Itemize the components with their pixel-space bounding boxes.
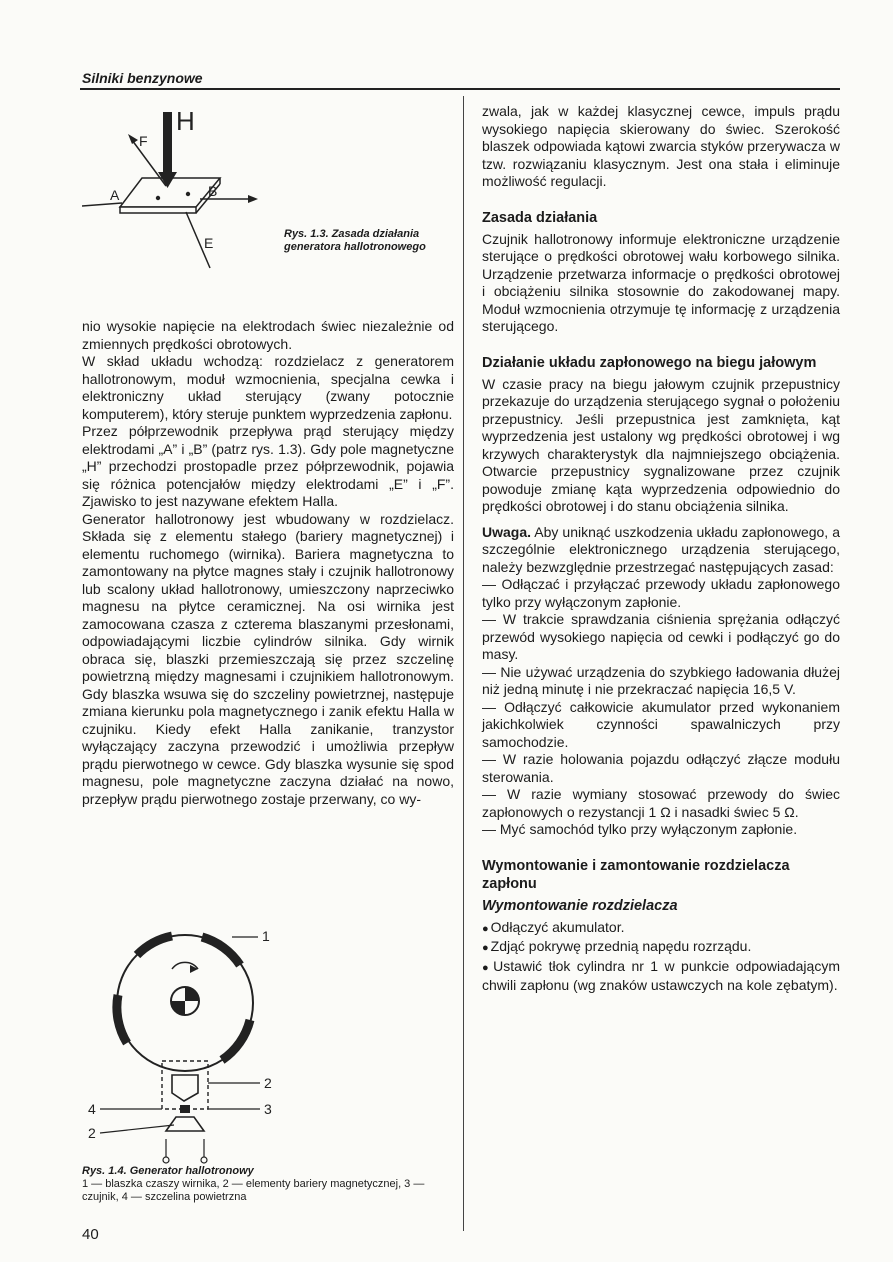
bullet-item: ● Odłączyć akumulator. <box>482 919 840 939</box>
warning-lead: Uwaga. <box>482 523 532 540</box>
label-a: A <box>110 187 120 203</box>
label-1: 1 <box>262 928 270 944</box>
left-column <box>82 318 454 808</box>
paragraph: Generator hallotronowy jest wbudowany w rozdzielacz. Składa się z elementu stałego (bariery magnetycznej) i elementu ruchomego (wirnika). Bariera magnetyczna to zamontowany na płytce magnes stały i czujnik hallotronowy lub scalony układ hallotronowy, umieszczony naprzeciwko magnesu na płytce ceramicznej. Na osi wirnika jest zamocowana czasza z czterema blaszanymi przesłonami, odpowiadającymi liczbie cylindrów silnika. Gdy wirnik obraca się, blaszki przemieszczają się przez szczelinę powietrzną między magnesami i czujnikiem hallotronowym. Gdy blaszka wsuwa się do szczeliny powietrznej, następuje zmiana kierunku pola magnetycznego i zanik efektu Halla w czujniku. Kiedy efekt Halla zanikanie, tranzystor wyłączający zaczyna przewodzić i umożliwia przepływ prądu pierwotnego w cewce. Gdy blaszka wysunie się spod magnesu, pole magnetyczne zaczyna działać na nowo, przepływ prądu pierwotnego zostaje przerwany, co wy- <box>82 510 454 807</box>
paragraph: W skład układu wchodzą: rozdzielacz z generatorem hallotronowym, moduł wzmocnienia, specjalna cewka i elektroniczny układ sterujący (zwany potocznie komputerem), który steruje punktem wyprzedzenia zapłonu. <box>82 353 454 422</box>
paragraph: Przez półprzewodnik przepływa prąd sterujący między elektrodami „A” i „B” (patrz rys. 1.3). Gdy pole magnetyczne „H” przechodzi prostopadle przez półprzewodnik, pojawia się różnica potencjałów między elektrodami „E” i „F”. Zjawisko to jest nazywane efektem Halla. <box>82 423 454 509</box>
label-b: B <box>208 183 218 199</box>
label-f: F <box>139 133 148 149</box>
dash-item: — W razie holowania pojazdu odłączyć złącze modułu sterowania. <box>482 751 840 785</box>
right-column <box>482 103 840 995</box>
dash-item: — Nie używać urządzenia do szybkiego ładowania dłużej niż jedną minutę i nie przekraczać napięcia 16,5 V. <box>482 663 840 697</box>
label-4: 4 <box>88 1101 96 1117</box>
header-rule <box>80 88 840 90</box>
axis-a-line <box>82 203 122 206</box>
dash-item: — Odłączyć całkowicie akumulator przed wykonaniem jakichkolwiek czynności spawalniczych przy samochodzie. <box>482 698 840 750</box>
caption-text: 1 — blaszka czaszy wirnika, 2 — elementy bariery magnetycznej, 3 — czujnik, 4 — szczelina powietrzna <box>82 1178 425 1203</box>
label-h: H <box>176 106 195 136</box>
dash-item: — W trakcie sprawdzania ciśnienia sprężania odłączyć przewód wysokiego napięcia od cewki i podłączyć go do masy. <box>482 611 840 662</box>
paragraph: Czujnik hallotronowy informuje elektroniczne urządzenie sterujące o prędkości obrotowej wału korbowego silnika. Urządzenie przetwarza informacje o prędkości obrotowej i obciążeniu silnika stosownie do zakodowanej mapy. Moduł wzmocnienia otrzymuje tę informację z urządzenia sterującego. <box>482 230 840 334</box>
figure-1-4-caption <box>82 1165 442 1204</box>
figure-1-3-caption: Rys. 1.3. Zasada działania generatora hallotronowego <box>284 228 426 253</box>
figure-1-3-hall-principle <box>82 100 282 280</box>
dash-item: — Myć samochód tylko przy wyłączonym zapłonie. <box>482 821 798 837</box>
label-3: 3 <box>264 1101 272 1117</box>
bullet-item: ● Ustawić tłok cylindra nr 1 w punkcie odpowiadającym chwili zapłonu (wg znaków ustawczych na kole zębatym). <box>482 958 840 995</box>
magnetic-field-arrow <box>163 112 172 174</box>
dash-item: — Odłączać i przyłączać przewody układu zapłonowego tylko przy wyłączonym zapłonie. <box>482 576 840 610</box>
subsection-heading: Wymontowanie rozdzielacza <box>482 897 678 914</box>
paragraph: W czasie pracy na biegu jałowym czujnik przepustnicy przekazuje do urządzenia sterującego sygnał o położeniu przepustnicy. Jeśli przepustnica jest zamknięta, kąt wyprzedzenia jest ustalony wg prędkości obrotowej i wg krzywych charakterystyk dla najmniejszego obciążenia. Otwarcie przepustnicy sygnalizowane przez czujnik powoduje zmianę kąta wyprzedzenia odpowiednio do prędkości obrotowej i do stanu obciążenia silnika. <box>482 375 840 514</box>
figure-1-4-hall-generator <box>82 925 282 1165</box>
paragraph: zwala, jak w każdej klasycznej cewce, impuls prądu wysokiego napięcia skierowany do świec. Szerokość blaszek odpowiada kątowi zwarcia styków przerywacza w tzw. rozwiązaniu klasycznym. Jest ona stała i eliminuje możliwość regulacji. <box>482 103 840 189</box>
page-number: 40 <box>82 1226 99 1243</box>
column-divider <box>463 96 464 1231</box>
section-heading: Zasada działania <box>482 209 598 226</box>
dash-item: — W razie wymiany stosować przewody do świec zapłonowych o rezystancji 1 Ω i nasadki świec 5 Ω. <box>482 786 840 820</box>
label-e: E <box>204 235 214 251</box>
paragraph: nio wysokie napięcie na elektrodach świec niezależnie od zmiennych prędkości obrotowych. <box>82 318 454 352</box>
running-header: Silniki benzynowe <box>82 70 203 86</box>
label-2b: 2 <box>88 1125 96 1141</box>
plate-edge <box>120 207 196 213</box>
label-2: 2 <box>264 1075 272 1091</box>
section-heading: Wymontowanie i zamontowanie rozdzielacza zapłonu <box>482 857 790 892</box>
warning-paragraph <box>482 524 840 577</box>
bullet-item: ● Zdjąć pokrywę przednią napędu rozrządu. <box>482 938 840 958</box>
section-heading: Działanie układu zapłonowego na biegu jałowym <box>482 354 817 371</box>
warning-text: Aby uniknąć uszkodzenia układu zapłonowego, a szczególnie elektronicznego urządzenia sterującego, należy bezwzględnie przestrzegać następujących zasad: <box>482 523 840 575</box>
caption-title: Rys. 1.4. Generator hallotronowy <box>82 1165 254 1177</box>
